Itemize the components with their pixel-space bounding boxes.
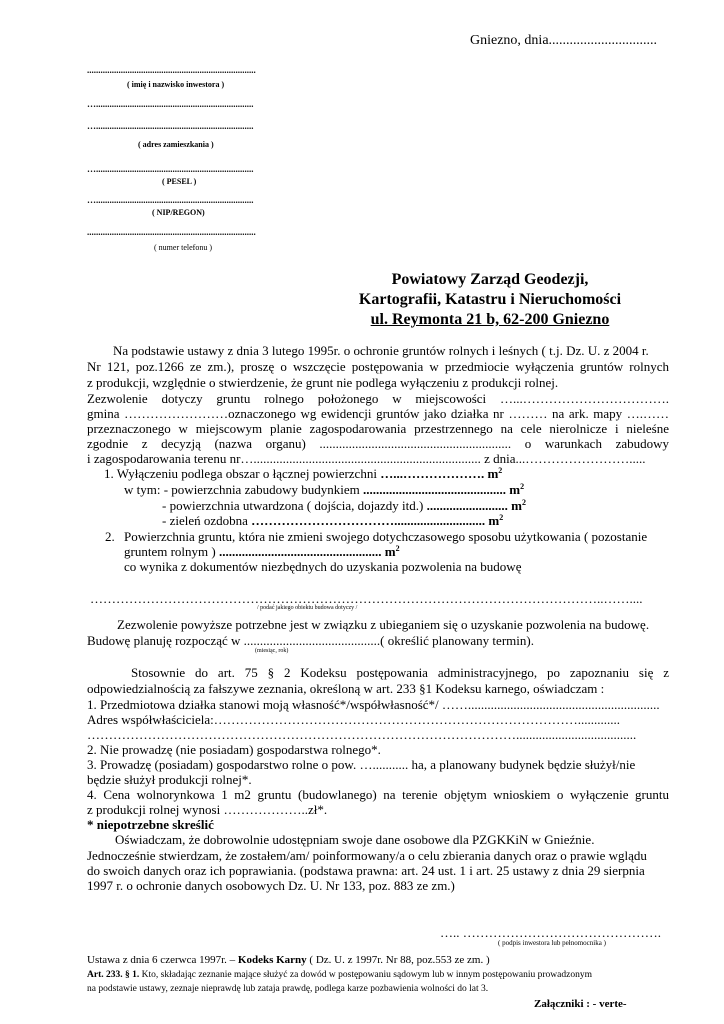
object-line[interactable]: ………………………………………………………………………………………………………..…….... [90, 591, 643, 606]
decl-line: 4. Cena wolnorynkowa 1 m2 gruntu (budowlanego) na terenie objętym wnioskiem o wyłączenie gruntu [87, 787, 669, 802]
decl-line: 3. Prowadzę (posiadam) gospodarstwo rolne o pow. …........... ha, a planowany budynek będzie służył/nie [87, 757, 636, 772]
decl-line: ………………………………………………………………………………………..................................... [87, 727, 637, 742]
item2-line-3: co wynika z dokumentów niezbędnych do uzyskania pozwolenia na budowę [124, 559, 522, 574]
p2-line-1: Zezwolenie powyższe potrzebne jest w związku z ubieganiem się o uzyskanie pozwolenia na budowę. [117, 617, 650, 632]
place-date: Gniezno, dnia............................... [470, 33, 658, 48]
item1b-value[interactable]: ......................... [426, 498, 508, 513]
decl-line: z produkcji rolnej wynosi ………………..zł*. [87, 802, 328, 817]
addressee-line-1: Powiatowy Zarząd Geodezji, [391, 271, 589, 288]
pesel-line[interactable]: …...................................................................... [87, 164, 254, 174]
item1c-row [162, 513, 503, 528]
item1b-unit: $m^2$ [511, 498, 526, 513]
attachments-label: Załączniki : - verte- [534, 998, 627, 1010]
nip-line[interactable]: …...................................................................... [87, 195, 254, 205]
addressee-line-2: Kartografii, Katastru i Nieruchomości [358, 291, 622, 308]
address-label: ( adres zamieszkania ) [138, 140, 214, 149]
investor-name-line[interactable]: ........................................................................... [87, 65, 256, 75]
decl-line: Adres współwłaściciela:…………………………………………………………………………............. [87, 712, 620, 727]
p1-line: gmina ……………………oznaczonego wg ewidencji gruntów jako działka nr ……… na ark. mapy ….…… [87, 406, 669, 421]
p1-line: Nr 121, poz.1266 ze zm.), proszę o wszczęcie postępowania w przedmiocie wyłączenia gruntów rolnych [87, 359, 669, 374]
decl-line: 1. Przedmiotowa działka stanowi moją własność*/współwłasność*/ ……........................................................... [87, 697, 660, 712]
consent-line: Oświadczam, że dobrowolnie udostępniam swoje dane osobowe dla PZGKKiN w Gnieźnie. [115, 832, 595, 847]
item1a-value[interactable]: ............................................ [363, 482, 506, 497]
p3-line-2: odpowiedzialnością za fałszywe zeznania, określoną w art. 233 §1 Kodeksu karnego, oświadczam : [87, 681, 605, 696]
item1-value[interactable]: …...………………. [380, 466, 485, 481]
item2-line-1: Powierzchnia gruntu, która nie zmieni swojego dotychczasowego sposobu użytkowania ( pozostanie [124, 529, 648, 544]
consent-line: 1997 r. o ochronie danych osobowych Dz. U. Nr 133, poz. 883 ze zm.) [87, 878, 455, 893]
item1b-row [162, 498, 526, 513]
art-line-1: Art. 233. § 1. Kto, składając zeznanie mające służyć za dowód w postępowaniu sądowym lub w innym postępowaniu prowadzonym [87, 970, 592, 980]
p2-label: (miesiąc, rok) [255, 648, 289, 654]
investor-name-label: ( imię i nazwisko inwestora ) [127, 80, 225, 89]
item2-unit: $m^2$ [384, 544, 400, 559]
pesel-label: ( PESEL ) [162, 177, 197, 186]
phone-line[interactable]: ........................................................................... [87, 227, 256, 237]
item1c-label: - zieleń ozdobna [162, 513, 248, 528]
item1c-unit: $m^2$ [488, 513, 504, 528]
item1b-label: - powierzchnia utwardzona ( dojścia, dojazdy itd.) [162, 498, 424, 513]
signature-label: ( podpis inwestora lub pełnomocnika ) [498, 939, 606, 947]
footnote-marker: * niepotrzebne skreślić [87, 817, 214, 832]
item2-value[interactable]: .................................................. [218, 544, 382, 559]
p1-line: Zezwolenie dotyczy gruntu rolnego położonego w miejscowości …...……………………………. [87, 391, 669, 406]
item1-row [104, 466, 502, 481]
p1-line: z produkcji, względnie o stwierdzenie, że grunt nie podlega wyłączeniu z produkcji rolnej. [87, 375, 559, 390]
address-line-1[interactable]: …...................................................................... [87, 99, 254, 109]
consent-line: Jednocześnie stwierdzam, że zostałem/am/ poinformowany/a o celu zbierania danych oraz o prawie wglądu [87, 848, 647, 863]
law-reference: Ustawa z dnia 6 czerwca 1997r. – Kodeks Karny ( Dz. U. z 1997r. Nr 88, poz.553 ze zm. ) [87, 954, 490, 966]
consent-line: do swoich danych oraz ich poprawiania. (podstawa prawna: art. 24 ust. 1 i art. 25 ustawy z dnia 29 sierpnia [87, 863, 645, 878]
object-label: / podać jakiego obiektu budowa dotyczy / [257, 605, 358, 611]
item1a-label: w tym: - powierzchnia zabudowy budynkiem [124, 482, 360, 497]
address-line-2[interactable]: …...................................................................... [87, 121, 254, 131]
item1a-row [124, 482, 524, 497]
item1-unit: $m^2$ [487, 466, 503, 481]
item1a-unit: $m^2$ [509, 482, 525, 497]
decl-line: 2. Nie prowadzę (nie posiadam) gospodarstwa rolnego*. [87, 742, 381, 757]
item1c-value[interactable]: ……………………………............................ [251, 513, 486, 528]
p1-line: i zagospodarowania terenu nr…...................................................................... z dnia...……………………..... [87, 451, 646, 466]
item1-label: 1. Wyłączeniu podlega obszar o łącznej powierzchni [104, 466, 377, 481]
p1-line: przeznaczonego w miejscowym planie zagospodarowania przestrzennego na cele nierolnicze i nieleśne [87, 421, 669, 436]
phone-label: ( numer telefonu ) [154, 243, 212, 252]
signature-line[interactable]: ….. ………………………………………. [440, 925, 661, 940]
item2-number: 2. [105, 529, 115, 544]
p1-line: Na podstawie ustawy z dnia 3 lutego 1995r. o ochronie gruntów rolnych i leśnych ( t.j. Dz. U. z 2004 r. [113, 343, 649, 358]
nip-label: ( NIP/REGON) [152, 208, 205, 217]
art-line-2: na podstawie ustawy, zeznaje nieprawdę lub zataja prawdę, podlega karze pozbawienia wolności do lat 3. [87, 984, 489, 994]
addressee-line-3: ul. Reymonta 21 b, 62-200 Gniezno [370, 311, 610, 328]
decl-line: będzie służył produkcji rolnej*. [87, 772, 252, 787]
p1-line: zgodnie z decyzją (nazwa organu) ........................................................... o warunkach zabudowy [87, 436, 669, 451]
p3-line-1: Stosownie do art. 75 § 2 Kodeksu postępowania administracyjnego, po zapoznaniu się z [131, 665, 669, 680]
p2-line-2: Budowę planuję rozpocząć w ..........................................( określić planowany termin). [87, 633, 534, 648]
item2-line-2: gruntem rolnym ) .................................................. $m^2$ [124, 544, 400, 559]
